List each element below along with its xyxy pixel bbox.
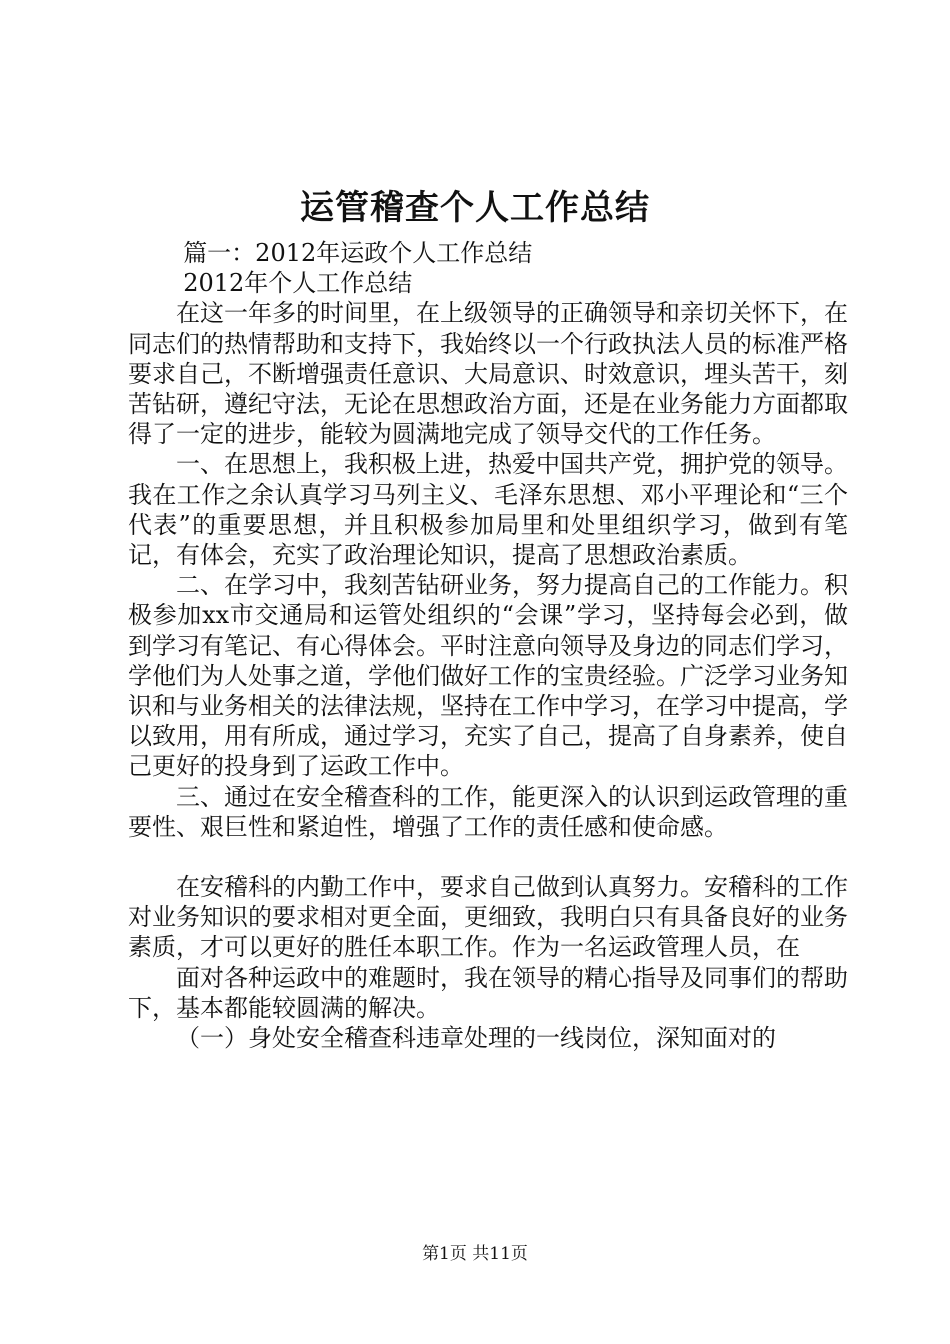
paragraph-subtitle: 2012年个人工作总结 — [183, 269, 413, 298]
paragraph-point-2: 二、在学习中，我刻苦钻研业务，努力提高自己的工作能力。积极参加xx市交通局和运管处组织的“会课”学习，坚持每会必到，做到学习有笔记、有心得体会。平时注意向领导及身边的同志们学习，学他们为人处事之道，学他们做好工作的宝贵经验。广泛学习业务知识和与业务相关的法律法规，坚持在工作中学习，在学习中提高，学以致用，用有所成，通过学习，充实了自己，提高了自身素养，使自己更好的投身到了运政工作中。 — [128, 571, 848, 781]
paragraph-point-3: 三、通过在安全稽查科的工作，能更深入的认识到运政管理的重要性、艰巨性和紧迫性，增强了工作的责任感和使命感。 — [128, 782, 848, 841]
paragraph-spacer — [128, 842, 848, 872]
document-body — [128, 238, 848, 1053]
paragraph-section-heading: 篇一：2012年运政个人工作总结 — [183, 239, 533, 267]
paragraph-inner-work: 在安稽科的内勤工作中，要求自己做到认真努力。安稽科的工作对业务知识的要求相对更全面，更细致，我明白只有具备良好的业务素质，才可以更好的胜任本职工作。作为一名运政管理人员，在 — [128, 873, 848, 962]
paragraph-subpoint-1: （一）身处安全稽查科违章处理的一线岗位，深知面对的 — [176, 1024, 776, 1053]
paragraph-intro: 在这一年多的时间里，在上级领导的正确领导和亲切关怀下，在同志们的热情帮助和支持下，我始终以一个行政执法人员的标准严格要求自己，不断增强责任意识、大局意识、时效意识，埋头苦干，刻苦钻研，遵纪守法，无论在思想政治方面，还是在业务能力方面都取得了一定的进步，能较为圆满地完成了领导交代的工作任务。 — [128, 299, 848, 449]
paragraph-point-1: 一、在思想上，我积极上进，热爱中国共产党，拥护党的领导。我在工作之余认真学习马列主义、毛泽东思想、邓小平理论和“三个代表”的重要思想，并且积极参加局里和处里组织学习，做到有笔记，有体会，充实了政治理论知识，提高了思想政治素质。 — [128, 450, 848, 570]
page-number-footer: 第1页 共11页 — [422, 1244, 528, 1264]
document-title: 运管稽查个人工作总结 — [300, 188, 650, 228]
paragraph-problem-solving: 面对各种运政中的难题时，我在领导的精心指导及同事们的帮助下，基本都能较圆满的解决。 — [128, 963, 848, 1022]
